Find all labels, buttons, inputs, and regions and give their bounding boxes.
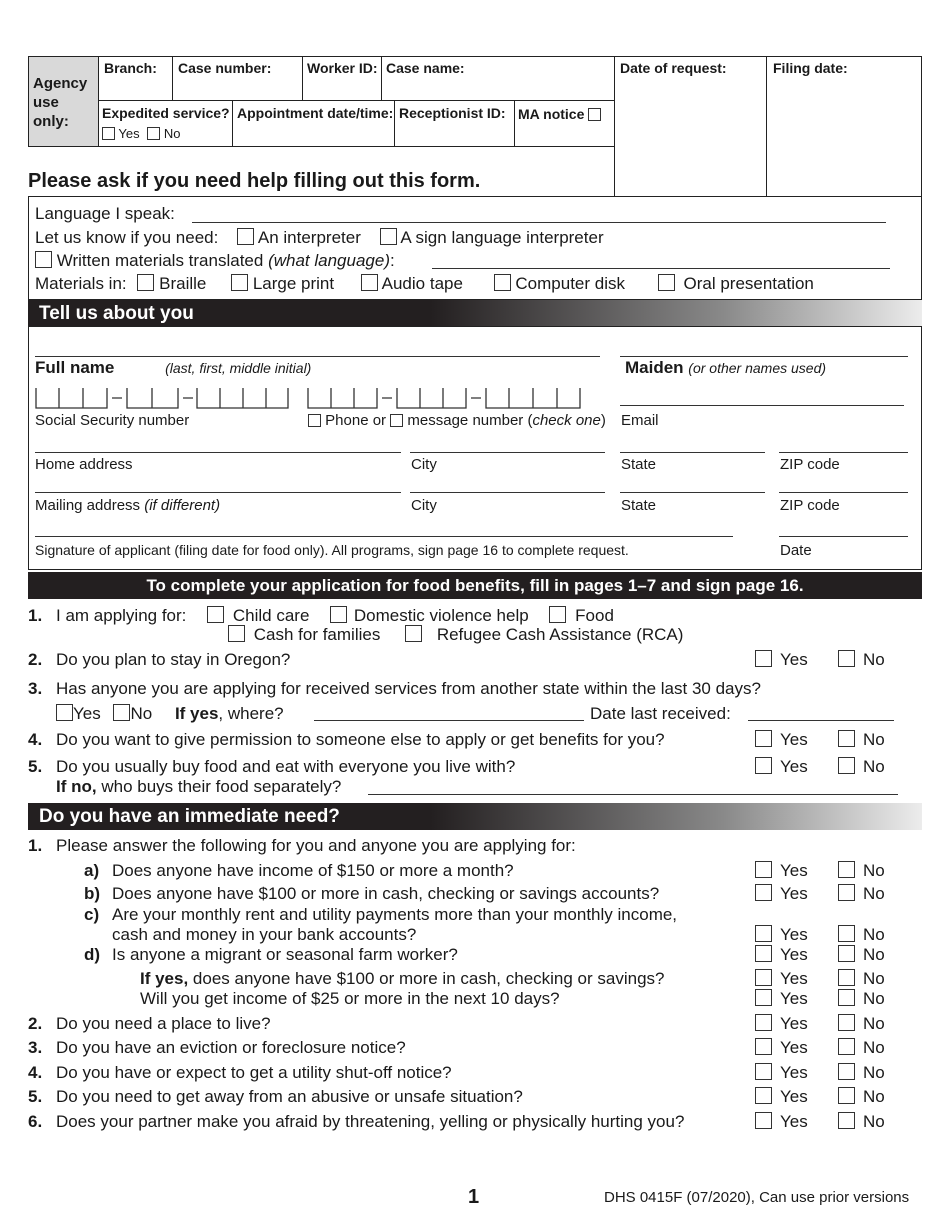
need-d1-no-label: No — [863, 969, 885, 988]
q5-if-no: If no, — [56, 777, 97, 796]
mailing-address-label: Mailing address — [35, 497, 141, 514]
need-q3-yes-checkbox[interactable] — [755, 1038, 772, 1055]
phone-label: Phone or — [325, 412, 387, 429]
q1-text: I am applying for: — [56, 606, 187, 625]
mailing-hint: (if different) — [144, 497, 221, 514]
audio-tape-label: Audio tape — [381, 274, 463, 293]
branch-field[interactable]: Branch: — [104, 60, 157, 76]
q3-where: , where? — [218, 704, 284, 723]
home-zip-label: ZIP code — [780, 456, 840, 473]
need-q1-text: Please answer the following for you and anyone you are applying for: — [56, 836, 576, 855]
need-q5-no-checkbox[interactable] — [838, 1087, 855, 1104]
ssn-input[interactable] — [35, 386, 295, 408]
q3-date-label: Date last received: — [590, 704, 731, 723]
signature-date-input[interactable] — [779, 536, 908, 537]
need-d1-yes-checkbox[interactable] — [755, 969, 772, 986]
need-c-no-checkbox[interactable] — [838, 925, 855, 942]
need-q3-yes-label: Yes — [780, 1038, 808, 1057]
need-q2-yes-label: Yes — [780, 1014, 808, 1033]
q4-yes-label: Yes — [780, 730, 808, 749]
need-q6-text: Does your partner make you afraid by threatening, yelling or physically hurting you? — [56, 1112, 685, 1131]
need-q3-number: 3. — [28, 1038, 43, 1057]
page-number: 1 — [468, 1186, 480, 1208]
need-d-if-yes: If yes, — [140, 969, 189, 988]
need-q3-no-checkbox[interactable] — [838, 1038, 855, 1055]
language-speak-label: Language I speak: — [35, 204, 175, 223]
q5-text: Do you usually buy food and eat with everyone you live with? — [56, 757, 516, 776]
need-c-yes-label: Yes — [780, 925, 808, 944]
email-input[interactable] — [620, 405, 904, 406]
q1-number: 1. — [28, 606, 43, 625]
q5-who-input[interactable] — [368, 794, 898, 795]
tell-us-heading: Tell us about you — [28, 300, 922, 327]
need-q2-yes-checkbox[interactable] — [755, 1014, 772, 1031]
dv-help-checkbox[interactable] — [330, 606, 347, 623]
computer-disk-label: Computer disk — [515, 274, 626, 293]
mailing-address-input[interactable] — [35, 492, 401, 493]
sign-interpreter-label: A sign language interpreter — [400, 228, 604, 247]
need-a-yes-label: Yes — [780, 861, 808, 880]
need-q2-no-label: No — [863, 1014, 885, 1033]
language-speak-input[interactable] — [192, 222, 886, 223]
need-q5-yes-checkbox[interactable] — [755, 1087, 772, 1104]
need-c-no-label: No — [863, 925, 885, 944]
maiden-hint: (or other names used) — [688, 360, 827, 376]
large-print-label: Large print — [252, 274, 335, 293]
braille-checkbox[interactable] — [137, 274, 154, 291]
q5-no-label: No — [863, 757, 885, 776]
mailing-zip-input[interactable] — [779, 492, 908, 493]
q2-no-checkbox[interactable] — [838, 650, 855, 667]
need-d2-yes-label: Yes — [780, 989, 808, 1008]
need-q4-no-checkbox[interactable] — [838, 1063, 855, 1080]
oral-presentation-label: Oral presentation — [683, 274, 814, 293]
need-b-no-checkbox[interactable] — [838, 884, 855, 901]
need-b-no-label: No — [863, 884, 885, 903]
need-c-text1: Are your monthly rent and utility payments more than your monthly income, — [112, 905, 678, 924]
need-b-letter: b) — [84, 884, 101, 903]
full-name-label: Full name — [35, 358, 115, 377]
need-a-no-checkbox[interactable] — [838, 861, 855, 878]
q3-text: Has anyone you are applying for received services from another state within the last 30 days? — [56, 679, 761, 698]
expedited-no-label: No — [163, 126, 181, 141]
large-print-checkbox[interactable] — [231, 274, 248, 291]
q3-date-input[interactable] — [748, 720, 894, 721]
message-label: message number ( — [407, 412, 533, 429]
maiden-label: Maiden — [625, 358, 684, 377]
need-d2-no-checkbox[interactable] — [838, 989, 855, 1006]
paren: ) — [600, 412, 606, 429]
phone-boxes — [307, 386, 587, 410]
sign-interpreter-checkbox[interactable] — [380, 228, 397, 245]
colon: : — [390, 251, 395, 270]
need-c-letter: c) — [84, 905, 100, 924]
dv-help-label: Domestic violence help — [353, 606, 529, 625]
need-q3-text: Do you have an eviction or foreclosure notice? — [56, 1038, 406, 1057]
mailing-city-input[interactable] — [410, 492, 605, 493]
need-q6-yes-label: Yes — [780, 1112, 808, 1131]
help-heading: Please ask if you need help filling out this form. — [28, 170, 481, 192]
need-d-text: Is anyone a migrant or seasonal farm worker? — [112, 945, 458, 964]
home-zip-input[interactable] — [779, 452, 908, 453]
need-q5-text: Do you need to get away from an abusive or unsafe situation? — [56, 1087, 523, 1106]
rca-label: Refugee Cash Assistance (RCA) — [436, 625, 684, 644]
need-q5-number: 5. — [28, 1087, 43, 1106]
email-label: Email — [621, 412, 659, 429]
ssn-boxes — [35, 386, 295, 410]
maiden-input[interactable] — [620, 356, 908, 357]
need-d-yes-checkbox[interactable] — [755, 945, 772, 962]
written-materials-checkbox[interactable] — [35, 251, 52, 268]
home-address-input[interactable] — [35, 452, 401, 453]
q4-text: Do you want to give permission to someone else to apply or get benefits for you? — [56, 730, 665, 749]
appointment-field[interactable]: Appointment date/time: — [237, 105, 394, 121]
expedited-yes-checkbox[interactable] — [102, 127, 115, 140]
written-language-input[interactable] — [432, 268, 890, 269]
message-checkbox[interactable] — [390, 414, 403, 427]
need-d-letter: d) — [84, 945, 101, 964]
computer-disk-checkbox[interactable] — [494, 274, 511, 291]
need-a-no-label: No — [863, 861, 885, 880]
need-a-text: Does anyone have income of $150 or more a month? — [112, 861, 514, 880]
q3-number: 3. — [28, 679, 43, 698]
q5-yes-checkbox[interactable] — [755, 757, 772, 774]
need-b-yes-checkbox[interactable] — [755, 884, 772, 901]
signature-label: Signature of applicant (filing date for food only). All programs, sign page 16 to complete request. — [35, 542, 629, 558]
q3-where-input[interactable] — [314, 720, 584, 721]
need-c-yes-checkbox[interactable] — [755, 925, 772, 942]
need-q4-text: Do you have or expect to get a utility shut-off notice? — [56, 1063, 452, 1082]
q4-yes-checkbox[interactable] — [755, 730, 772, 747]
let-us-know-label: Let us know if you need: — [35, 228, 219, 247]
need-q6-number: 6. — [28, 1112, 43, 1131]
need-q4-no-label: No — [863, 1063, 885, 1082]
need-q5-no-label: No — [863, 1087, 885, 1106]
receptionist-field[interactable]: Receptionist ID: — [399, 105, 506, 121]
interpreter-label: An interpreter — [257, 228, 361, 247]
need-d-no-label: No — [863, 945, 885, 964]
interpreter-checkbox[interactable] — [237, 228, 254, 245]
food-label: Food — [575, 606, 614, 625]
q4-no-label: No — [863, 730, 885, 749]
oral-presentation-checkbox[interactable] — [658, 274, 675, 291]
cash-label: Cash for families — [253, 625, 381, 644]
food-banner: To complete your application for food benefits, fill in pages 1–7 and sign page 16. — [28, 572, 922, 599]
ma-notice-checkbox[interactable] — [588, 108, 601, 121]
cash-checkbox[interactable] — [228, 625, 245, 642]
q3-yes-checkbox[interactable] — [56, 704, 73, 721]
need-d2-no-label: No — [863, 989, 885, 1008]
need-q5-yes-label: Yes — [780, 1087, 808, 1106]
need-q4-number: 4. — [28, 1063, 43, 1082]
signature-input[interactable] — [35, 536, 733, 537]
q4-number: 4. — [28, 730, 43, 749]
need-b-text: Does anyone have $100 or more in cash, checking or savings accounts? — [112, 884, 660, 903]
q5-yes-label: Yes — [780, 757, 808, 776]
mailing-zip-label: ZIP code — [780, 497, 840, 514]
ssn-label: Social Security number — [35, 412, 190, 429]
q5-no-checkbox[interactable] — [838, 757, 855, 774]
mailing-state-label: State — [621, 497, 657, 514]
worker-id-field[interactable]: Worker ID: — [307, 60, 378, 76]
need-q4-yes-label: Yes — [780, 1063, 808, 1082]
q2-yes-label: Yes — [780, 650, 808, 669]
date-of-request-field[interactable]: Date of request: — [620, 60, 727, 76]
need-d-yes-label: Yes — [780, 945, 808, 964]
form-number: DHS 0415F (07/2020), Can use prior versions — [604, 1189, 910, 1206]
need-q2-no-checkbox[interactable] — [838, 1014, 855, 1031]
materials-in-label: Materials in: — [35, 274, 127, 293]
expedited-yes-label: Yes — [118, 126, 140, 141]
child-care-checkbox[interactable] — [207, 606, 224, 623]
rca-checkbox[interactable] — [405, 625, 422, 642]
home-address-label: Home address — [35, 456, 133, 473]
need-q6-yes-checkbox[interactable] — [755, 1112, 772, 1129]
need-q4-yes-checkbox[interactable] — [755, 1063, 772, 1080]
agency-label: Agency use only: — [33, 75, 88, 130]
need-q6-no-label: No — [863, 1112, 885, 1131]
expedited-label: Expedited service? — [102, 105, 230, 121]
need-d1-no-checkbox[interactable] — [838, 969, 855, 986]
mailing-city-label: City — [411, 497, 437, 514]
audio-tape-checkbox[interactable] — [361, 274, 378, 291]
what-language-hint: (what language) — [268, 251, 390, 270]
signature-date-label: Date — [780, 542, 812, 559]
need-q2-text: Do you need a place to live? — [56, 1014, 271, 1033]
q2-number: 2. — [28, 650, 43, 669]
q5-who-buys: who buys their food separately? — [96, 777, 342, 796]
q3-no-label: No — [130, 704, 153, 723]
full-name-hint: (last, first, middle initial) — [165, 360, 312, 376]
immediate-need-heading: Do you have an immediate need? — [28, 803, 922, 830]
food-checkbox[interactable] — [549, 606, 566, 623]
home-city-input[interactable] — [410, 452, 605, 453]
q3-if-yes: If yes — [174, 704, 219, 723]
braille-label: Braille — [159, 274, 207, 293]
q2-yes-checkbox[interactable] — [755, 650, 772, 667]
need-q6-no-checkbox[interactable] — [838, 1112, 855, 1129]
mailing-state-input[interactable] — [620, 492, 765, 493]
need-a-letter: a) — [84, 861, 100, 880]
child-care-label: Child care — [232, 606, 310, 625]
q2-text: Do you plan to stay in Oregon? — [56, 650, 291, 669]
phone-checkbox[interactable] — [308, 414, 321, 427]
need-b-yes-label: Yes — [780, 884, 808, 903]
q2-no-label: No — [863, 650, 885, 669]
q3-yes-label: Yes — [73, 704, 101, 723]
need-d1-yes-label: Yes — [780, 969, 808, 988]
check-one-hint: check one — [532, 412, 601, 429]
need-q3-no-label: No — [863, 1038, 885, 1057]
ma-notice-label: MA notice — [518, 106, 585, 122]
filing-date-field[interactable]: Filing date: — [773, 60, 848, 76]
home-state-input[interactable] — [620, 452, 765, 453]
need-q2-number: 2. — [28, 1014, 43, 1033]
case-name-field[interactable]: Case name: — [386, 60, 465, 76]
need-c-text2: cash and money in your bank accounts? — [112, 925, 417, 944]
expedited-no-checkbox[interactable] — [147, 127, 160, 140]
need-d2-yes-checkbox[interactable] — [755, 989, 772, 1006]
q4-no-checkbox[interactable] — [838, 730, 855, 747]
q3-no-checkbox[interactable] — [113, 704, 130, 721]
case-number-field[interactable]: Case number: — [178, 60, 272, 76]
need-d-no-checkbox[interactable] — [838, 945, 855, 962]
home-city-label: City — [411, 456, 437, 473]
phone-input[interactable] — [307, 386, 587, 408]
q5-number: 5. — [28, 757, 43, 776]
need-d-sub1: does anyone have $100 or more in cash, checking or savings? — [188, 969, 665, 988]
full-name-input[interactable] — [35, 356, 600, 357]
need-a-yes-checkbox[interactable] — [755, 861, 772, 878]
need-d-sub2: Will you get income of $25 or more in the next 10 days? — [140, 989, 560, 1008]
need-q1-number: 1. — [28, 836, 43, 855]
written-materials-label: Written materials translated — [56, 251, 264, 270]
home-state-label: State — [621, 456, 657, 473]
